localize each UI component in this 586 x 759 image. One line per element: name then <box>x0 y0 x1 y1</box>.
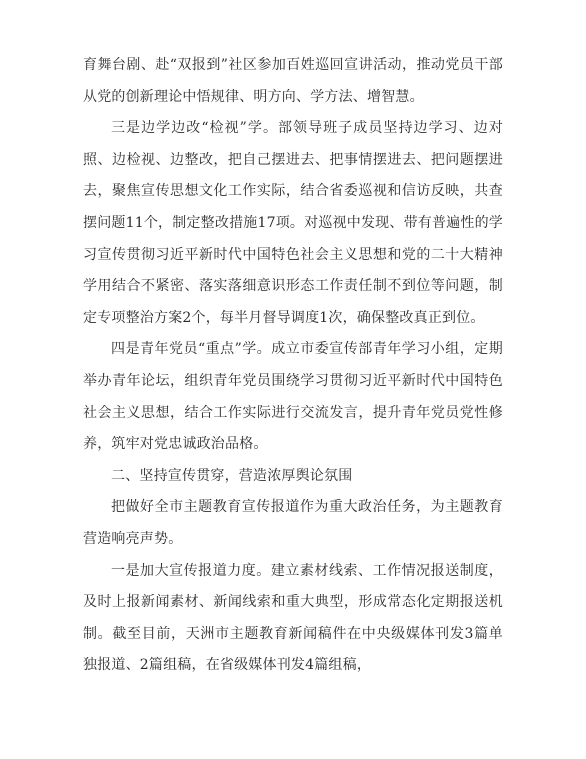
paragraph-first-point: 一是加大宣传报道力度。建立素材线索、工作情况报送制度，及时上报新闻素材、新闻线索和重大典型，形成常态化定期报送机制。截至目前，天洲市主题教育新闻稿件在中央级媒体刊发3篇单独报道、2篇组稿，在省级媒体刊发4篇组稿， <box>83 562 503 674</box>
section-heading: 二、坚持宣传贯穿，营造浓厚舆论氛围 <box>111 467 353 484</box>
paragraph-continuation: 育舞台剧、赴“双报到”社区参加百姓巡回宣讲活动，推动党员干部从党的创新理论中悟规律、明方向、学方法、增智慧。 <box>83 57 503 105</box>
paragraph-third-point: 三是边学边改“检视”学。部领导班子成员坚持边学习、边对照、边检视、边整改，把自己摆进去、把事情摆进去、把问题摆进去，聚焦宣传思想文化工作实际，结合省委巡视和信访反映，共查摆问题11个，制定整改措施17项。对巡视中发现、带有普遍性的学习宣传贯彻习近平新时代中国特色社会主义思想和党的二十大精神学用结合不紧密、落实落细意识形态工作责任制不到位等问题，制定专项整治方案2个，每半月督导调度1次，确保整改真正到位。 <box>83 120 503 326</box>
document-body <box>83 50 503 682</box>
paragraph-fourth-point: 四是青年党员“重点”学。成立市委宣传部青年学习小组，定期举办青年论坛，组织青年党员围绕学习贯彻习近平新时代中国特色社会主义思想，结合工作实际进行交流发言，提升青年党员党性修养，筑牢对党忠诚政治品格。 <box>83 341 503 453</box>
paragraph-section-intro: 把做好全市主题教育宣传报道作为重大政治任务，为主题教育营造响亮声势。 <box>83 499 503 547</box>
